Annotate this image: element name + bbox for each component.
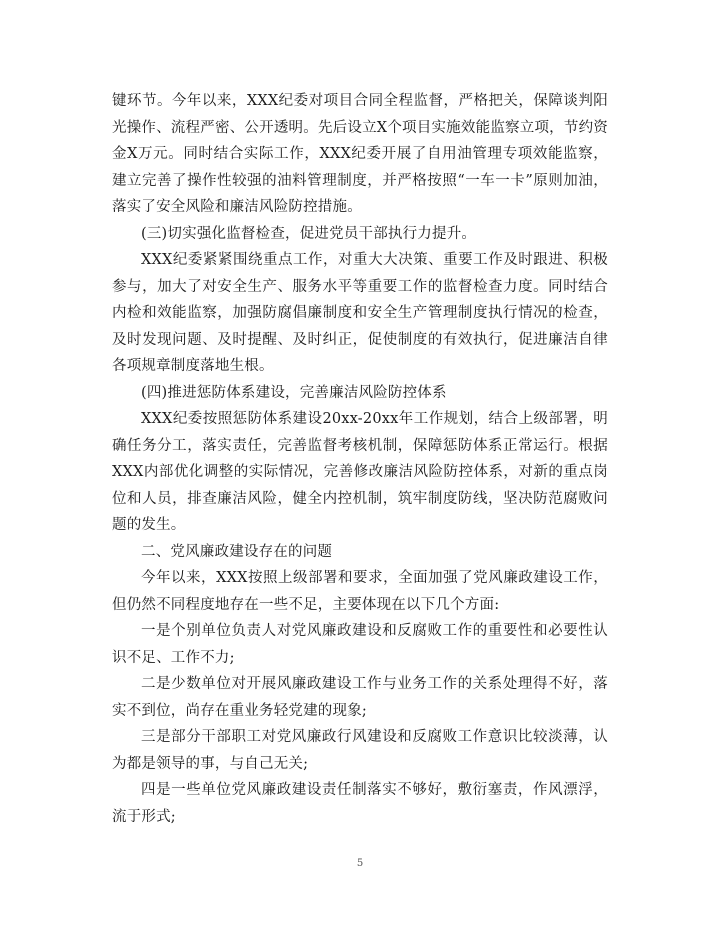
paragraph-continuation: 键环节。今年以来，XXX纪委对项目合同全程监督，严格把关，保障谈判阳光操作、流程严密、公开透明。先后设立X个项目实施效能监察立项，节约资金X万元。同时结合实际工作，XXX纪委开展了自用油管理专项效能监察，建立完善了操作性较强的油料管理制度，并严格按照“一车一卡”原则加油，落实了安全风险和廉洁风险防控措施。: [112, 93, 608, 215]
document-body: [112, 88, 608, 830]
paragraph-prevention-system: XXX纪委按照惩防体系建设20xx-20xx年工作规划，结合上级部署，明确任务分工，落实责任，完善监督考核机制，保障惩防体系正常运行。根据XXX内部优化调整的实际情况，完善修改廉洁风险防控体系，对新的重点岗位和人员，排查廉洁风险，健全内控机制，筑牢制度防线，坚决防范腐败问题的发生。: [112, 411, 608, 533]
page-number: 5: [356, 858, 364, 869]
list-item-problem-4: 四是一些单位党风廉政建设责任制落实不够好，敷衍塞责，作风漂浮，流于形式;: [112, 782, 608, 825]
list-item-problem-2: 二是少数单位对开展风廉政建设工作与业务工作的关系处理得不好，落实不到位，尚存在重业务轻党建的现象;: [112, 676, 608, 719]
section-heading-3: (三)切实强化监督检查，促进党员干部执行力提升。: [141, 225, 477, 242]
list-item-problem-1: 一是个别单位负责人对党风廉政建设和反腐败工作的重要性和必要性认识不足、工作不力;: [112, 623, 608, 666]
section-heading-problems: 二、党风廉政建设存在的问题: [141, 543, 333, 560]
list-item-problem-3: 三是部分干部职工对党风廉政行风建设和反腐败工作意识比较淡薄，认为都是领导的事，与自己无关;: [112, 729, 608, 772]
section-heading-4: (四)推进惩防体系建设，完善廉洁风险防控体系: [141, 384, 447, 401]
paragraph-supervision: XXX纪委紧紧围绕重点工作，对重大大决策、重要工作及时跟进、积极参与，加大了对安全生产、服务水平等重要工作的监督检查力度。同时结合内检和效能监察，加强防腐倡廉制度和安全生产管理制度执行情况的检查，及时发现问题、及时提醒、及时纠正，促使制度的有效执行，促进廉洁自律各项规章制度落地生根。: [112, 252, 608, 374]
paragraph-problems-intro: 今年以来，XXX按照上级部署和要求，全面加强了党风廉政建设工作，但仍然不同程度地存在一些不足，主要体现在以下几个方面:: [112, 570, 608, 613]
